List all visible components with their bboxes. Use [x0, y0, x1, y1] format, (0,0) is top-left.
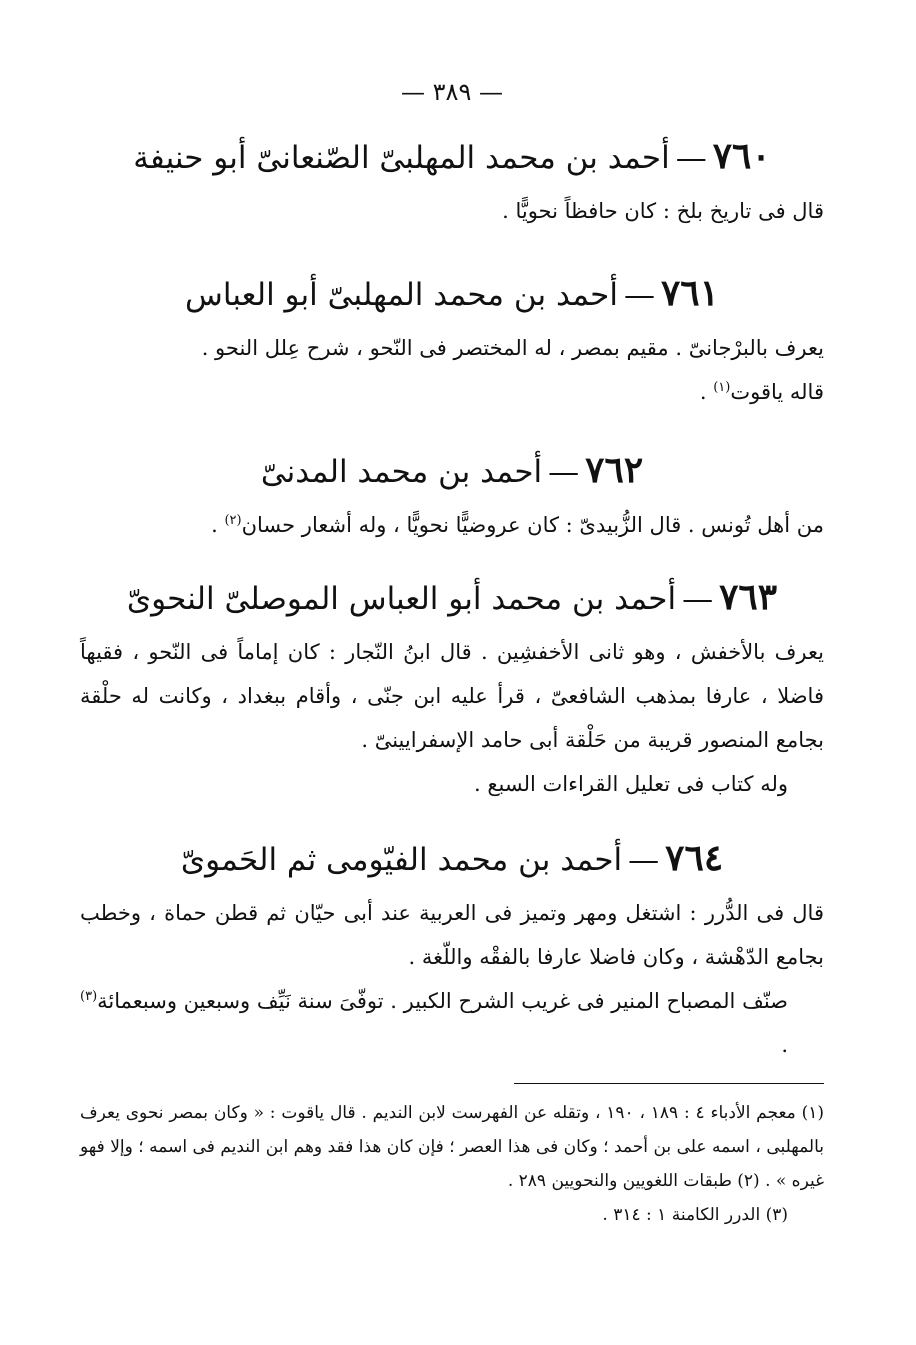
entry-dash: — — [623, 277, 655, 313]
entry-paragraph — [80, 370, 824, 414]
entry-body — [80, 326, 824, 414]
entry-name: أحمد بن محمد أبو العباس الموصلىّ النحوىّ — [126, 581, 677, 617]
entry-number: ٧٦٠ — [712, 135, 771, 177]
entry-body — [80, 189, 824, 233]
paragraph-text: قال فى الدُّرر : اشتغل ومهر وتميز فى العربية عند أبى حيّان ثم قطن حماة ، وخطب بجامع الدّهْشة ، وكان فاضلا عارفا بالفقْه واللّغة . — [80, 901, 824, 969]
entry-dash: — — [548, 454, 580, 490]
entry-body — [80, 503, 824, 547]
entries — [80, 134, 824, 1067]
entry-body — [80, 630, 824, 806]
entry-heading — [80, 836, 824, 881]
page-number: — ٣٨٩ — — [401, 78, 503, 106]
entry-number: ٧٦٣ — [719, 576, 778, 618]
paragraph-end: . — [699, 380, 714, 404]
paragraph-text: من أهل تُونس . قال الزُّبيدىّ : كان عروضيًّا نحويًّا ، وله أشعار حسان — [241, 513, 824, 537]
entry-name: أحمد بن محمد المدنىّ — [260, 454, 543, 490]
entry-paragraph — [80, 326, 824, 370]
entry-heading — [80, 575, 824, 620]
entry-number: ٧٦١ — [660, 272, 719, 314]
footnote-divider — [514, 1083, 824, 1084]
paragraph-text: قال فى تاريخ بلخ : كان حافظاً نحويًّا . — [502, 199, 824, 223]
entry-heading — [80, 134, 824, 179]
paragraph-text: قاله ياقوت — [730, 380, 824, 404]
paragraph-end: . — [211, 513, 225, 537]
entry-paragraph — [80, 503, 824, 547]
footnote: (٣) الدرر الكامنة ١ : ٣١٤ . — [602, 1205, 788, 1225]
paragraph-text: يعرف بالبرْجانىّ . مقيم بمصر ، له المختصر فى النّحو ، شرح عِلل النحو . — [201, 336, 824, 360]
entry-paragraph — [80, 189, 824, 233]
entry-name: أحمد بن محمد المهلبىّ أبو العباس — [185, 277, 618, 313]
footnote-marker: (٣) — [80, 989, 98, 1004]
biography-entry — [80, 271, 824, 414]
footnote: (١) معجم الأدباء ٤ : ١٨٩ ، ١٩٠ ، وتقله عن الفهرست لابن النديم . قال ياقوت : « وكان بمصر نحوى يعرف بالمهلبى ، اسمه على بن أحمد ؛ وكان فى هذا العصر ؛ فإن كان هذا فقد وهم ابن النديم فى اسمه ؛ وإلا فهو غيره » . (٢) طبقات اللغويين والنحويين ٢٨٩ . — [80, 1103, 824, 1191]
entry-paragraph — [80, 762, 824, 806]
entry-name: أحمد بن محمد الفيّومى ثم الحَموىّ — [180, 842, 623, 878]
entry-dash: — — [628, 842, 660, 878]
entry-body — [80, 891, 824, 1067]
entry-heading — [80, 271, 824, 316]
entry-name: أحمد بن محمد المهلبىّ الصّنعانىّ أبو حنيفة — [133, 140, 670, 176]
entry-dash: — — [682, 581, 714, 617]
biography-entry — [80, 575, 824, 806]
paragraph-end: . — [781, 1033, 788, 1057]
paragraph-text: يعرف بالأخفش ، وهو ثانى الأخفشِين . قال ابنُ النّجار : كان إماماً فى النّحو ، فقيهاً فاضلا ، عارفا بمذهب الشافعىّ ، قرأ عليه ابن جنّى ، وأقام ببغداد ، وكانت له حلْقة بجامع المنصور قريبة من حَلْقة أبى حامد الإسفرايينىّ . — [80, 640, 824, 752]
biography-entry — [80, 836, 824, 1067]
footnote-marker: (١) — [713, 380, 731, 395]
entry-paragraph — [80, 891, 824, 979]
footnotes — [80, 1096, 824, 1232]
biography-entry — [80, 448, 824, 547]
entry-number: ٧٦٢ — [585, 449, 644, 491]
paragraph-text: صنّف المصباح المنير فى غريب الشرح الكبير . توفّىَ سنة نَيِّف وسبعين وسبعمائة — [97, 989, 788, 1013]
entry-number: ٧٦٤ — [665, 837, 724, 879]
footnote-marker: (٢) — [224, 513, 242, 528]
paragraph-text: وله كتاب فى تعليل القراءات السبع . — [474, 772, 788, 796]
entry-paragraph — [80, 979, 824, 1067]
entry-paragraph — [80, 630, 824, 762]
entry-heading — [80, 448, 824, 493]
entry-dash: — — [675, 140, 707, 176]
biography-entry — [80, 134, 824, 233]
